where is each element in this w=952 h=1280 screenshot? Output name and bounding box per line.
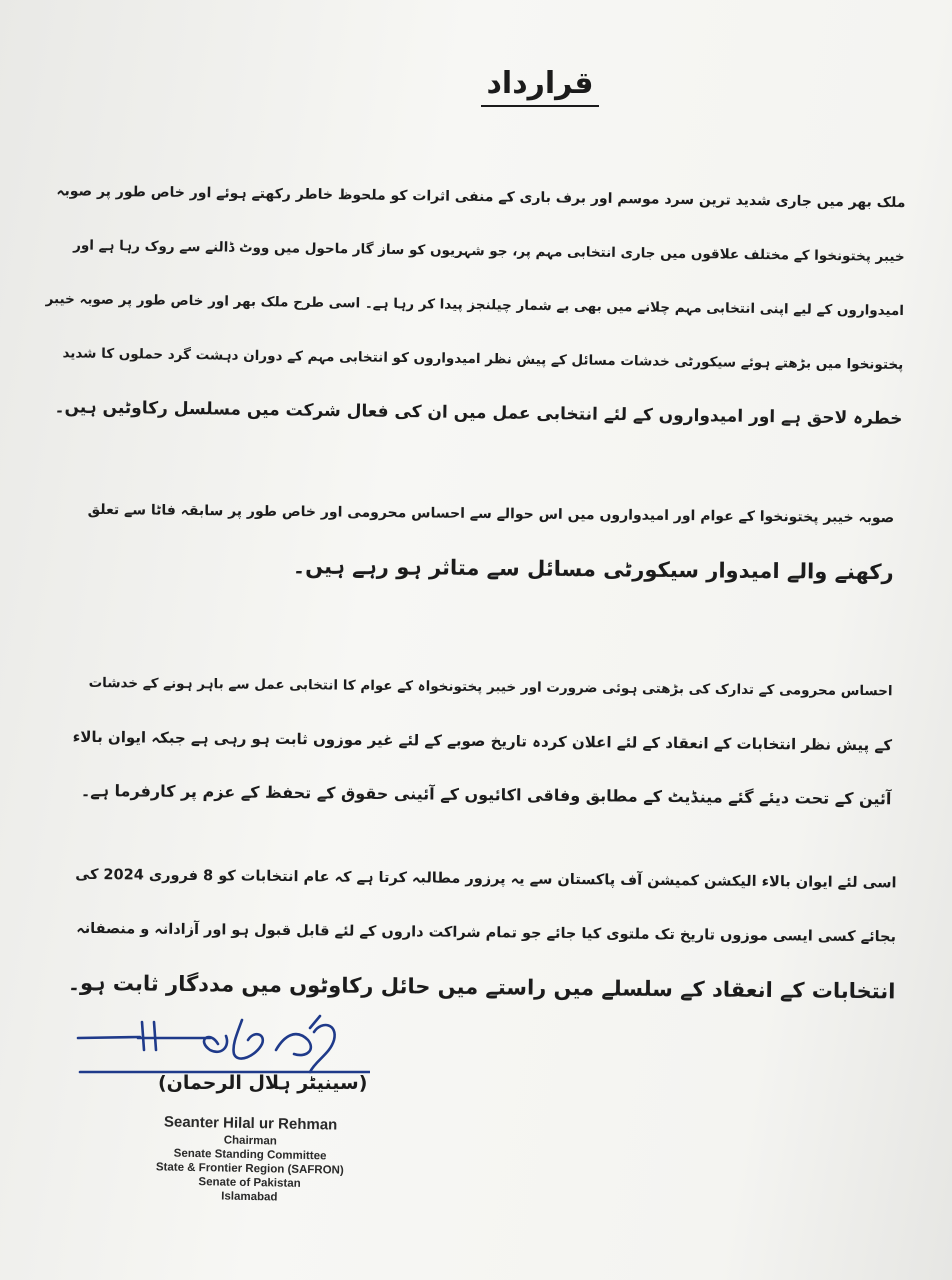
signature-block bbox=[119, 1112, 381, 1207]
paragraph-line: انتخابات کے انعقاد کے سلسلے میں راستے میں حائل رکاوٹوں میں مددگار ثابت ہو۔ bbox=[67, 970, 896, 1004]
paragraph-line: کے پیش نظر انتخابات کے انعقاد کے لئے اعلان کردہ تاریخ صوبے کے لئے غیر موزوں ثابت ہو رہی ہے جبکہ ایوان بالاء bbox=[72, 727, 893, 755]
paragraph-2 bbox=[73, 483, 894, 600]
paragraph-line: ملک بھر میں جاری شدید ترین سرد موسم اور برف باری کے منفی اثرات کو ملحوظ خاطر رکھتے ہوئے اور خاص طور پر صوبہ bbox=[56, 183, 906, 212]
signatory-name: Seanter Hilal ur Rehman bbox=[163, 1113, 338, 1134]
paragraph-line: صوبہ خیبر پختونخوا کے عوام اور امیدواروں میں اس حوالے سے احساس محرومی اور خاص طور پر سابقہ فاٹا سے تعلق bbox=[87, 501, 895, 527]
document-title bbox=[0, 66, 952, 101]
paragraph-line: پختونخوا میں بڑھتے ہوئے سیکورٹی خدشات مسائل کے پیش نظر امیدواروں کو انتخابی مہم کے دوران دہشت گرد حملوں کا شدید bbox=[62, 345, 904, 373]
paragraph-line: بجائے کسی ایسی موزوں تاریخ تک ملتوی کیا جائے جو تمام شراکت داروں کے لئے قابل قبول ہو اور آزادانہ و منصفانہ bbox=[76, 920, 897, 946]
title-text: قرارداد bbox=[481, 66, 600, 107]
signatory-city: Islamabad bbox=[221, 1190, 278, 1204]
paragraph-line: امیدواروں کے لیے اپنی انتخابی مہم چلانے میں بھی بے شمار چیلنجز پیدا کر رہا ہے۔ اسی طرح ملک بھر اور خاص طور پر صوبہ خیبر bbox=[45, 291, 905, 320]
paragraph-line: خیبر پختونخوا کے مختلف علاقوں میں جاری انتخابی مہم پر، جو شہریوں کو ساز گار ماحول میں ووٹ ڈالنے سے روک رہا ہے اور bbox=[73, 237, 905, 266]
paragraph-line: آئین کے تحت دیئے گئے مینڈیٹ کے مطابق وفاقی اکائیوں کے آئینی حقوق کے تحفظ کے عزم پر کارفرما ہے۔ bbox=[80, 780, 892, 809]
paragraph-line: خطرہ لاحق ہے اور امیدواروں کے لئے انتخابی عمل میں ان کی فعال شرکت میں مسلسل رکاوٹیں ہیں۔ bbox=[54, 397, 903, 429]
paragraph-line: رکھنے والے امیدوار سیکورٹی مسائل سے متاثر ہو رہے ہیں۔ bbox=[292, 554, 894, 585]
paragraph-line: احساس محرومی کے تدارک کی بڑھتی ہوئی ضرورت اور خیبر پختونخواہ کے عوام کا انتخابی عمل سے باہر ہونے کے خدشات bbox=[88, 674, 893, 700]
paragraph-1 bbox=[42, 164, 906, 446]
signatory-ministry: State & Frontier Region (SAFRON) bbox=[155, 1161, 344, 1177]
paragraph-4 bbox=[55, 848, 897, 1019]
signatory-role: Chairman bbox=[223, 1134, 277, 1148]
signatory-body: Senate of Pakistan bbox=[198, 1176, 301, 1190]
signatory-urdu-name: (سینیٹر ہلال الرحمان) bbox=[158, 1072, 368, 1094]
signatory-committee: Senate Standing Committee bbox=[173, 1147, 327, 1163]
paragraph-3 bbox=[61, 656, 893, 827]
paragraph-line: اسی لئے ایوان بالاء الیکشن کمیشن آف پاکستان سے یہ پرزور مطالبہ کرتا ہے کہ عام انتخابات کو 8 فروری 2024 کی bbox=[75, 866, 897, 892]
